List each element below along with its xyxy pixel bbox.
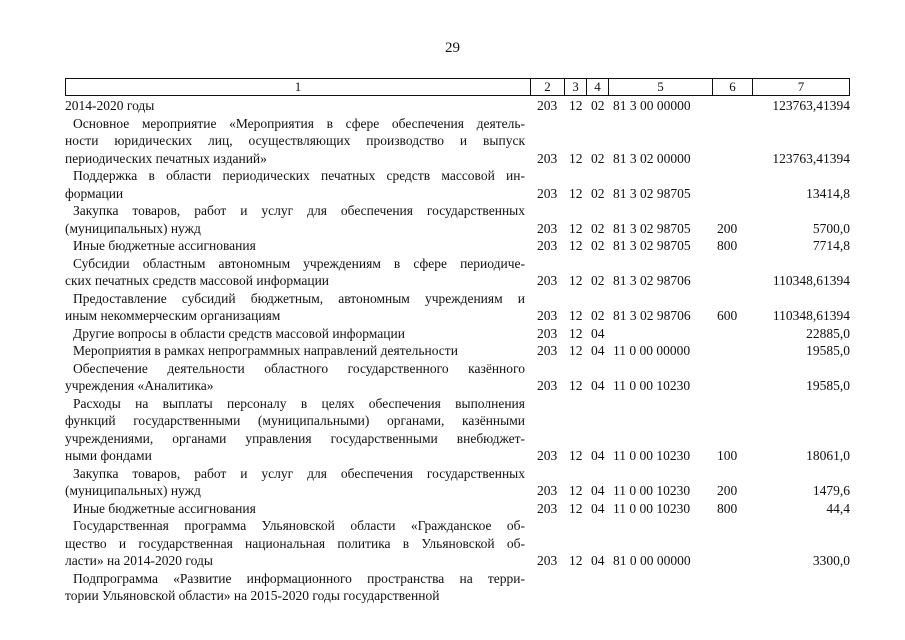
description-line: Закупка товаров, работ и услуг для обеспечения государственных (73, 203, 525, 218)
cell-c2: 203 (537, 238, 558, 253)
description-line: Другие вопросы в области средств массовой информации (73, 325, 405, 341)
description-line: (муниципальных) нужд (65, 483, 201, 498)
description-line: Закупка товаров, работ и услуг для обеспечения государственных (73, 465, 525, 481)
cell-c3: 12 (569, 98, 583, 113)
cell-c5: 81 3 02 98706 (613, 308, 691, 323)
cell-c6: 200 (717, 483, 738, 498)
description-line: периодических печатных изданий» (65, 150, 267, 166)
cell-c3: 12 (569, 553, 583, 568)
cell-c5: 81 0 00 00000 (613, 553, 691, 568)
cell-c4: 02 (591, 185, 605, 201)
row-description (65, 465, 525, 500)
row-codes (531, 307, 850, 325)
description-line: ласти» на 2014-2020 годы (65, 553, 213, 568)
cell-c4: 02 (591, 273, 605, 288)
cell-c7: 44,4 (826, 500, 850, 516)
table-row (65, 167, 850, 202)
cell-c2: 203 (537, 448, 558, 463)
cell-c4: 04 (591, 325, 605, 341)
row-codes (531, 447, 850, 465)
cell-c5: 81 3 00 00000 (613, 98, 691, 113)
description-line: Основное мероприятие «Мероприятия в сфере обеспечения деятель- (73, 115, 525, 131)
table-row (65, 290, 850, 325)
description-line: функций государственными (муниципальными) органами, казёнными (65, 413, 525, 428)
cell-c4: 04 (591, 553, 605, 568)
row-description (65, 570, 525, 605)
table-row (65, 202, 850, 237)
cell-c3: 12 (569, 185, 583, 201)
description-line: ности юридических лиц, осуществляющих производство и выпуск (65, 133, 525, 148)
cell-c5: 11 0 00 10230 (613, 378, 691, 393)
cell-c2: 203 (537, 220, 558, 236)
cell-c7: 123763,41394 (772, 150, 850, 166)
description-line: 2014-2020 годы (65, 98, 155, 113)
cell-c3: 12 (569, 238, 583, 253)
row-codes (531, 220, 850, 238)
row-description (65, 360, 525, 395)
table-row (65, 395, 850, 465)
cell-c2: 203 (537, 378, 558, 393)
row-description (65, 342, 525, 360)
cell-c3: 12 (569, 150, 583, 166)
row-codes (531, 185, 850, 203)
cell-c4: 02 (591, 220, 605, 236)
cell-c6: 800 (717, 238, 738, 253)
cell-c7: 19585,0 (806, 343, 850, 358)
description-line: Государственная программа Ульяновской области «Гражданское об- (73, 518, 525, 533)
cell-c6: 100 (717, 448, 738, 463)
header-col-1: 1 (294, 79, 302, 94)
cell-c5: 81 3 02 98705 (613, 220, 691, 236)
cell-c7: 110348,61394 (772, 273, 850, 288)
cell-c7: 7714,8 (812, 238, 850, 253)
cell-c5: 81 3 02 98705 (613, 185, 691, 201)
table-row (65, 360, 850, 395)
cell-c5: 11 0 00 10230 (613, 483, 691, 498)
header-col-3: 3 (564, 79, 586, 95)
cell-c2: 203 (537, 500, 558, 516)
cell-c3: 12 (569, 308, 583, 323)
cell-c7: 1479,6 (812, 483, 850, 498)
cell-c2: 203 (537, 483, 558, 498)
cell-c7: 22885,0 (806, 325, 850, 341)
description-line: ными фондами (65, 448, 152, 463)
row-description (65, 500, 525, 518)
table-row (65, 97, 850, 115)
row-description (65, 290, 525, 325)
cell-c4: 04 (591, 343, 605, 358)
row-codes (531, 552, 850, 570)
header-col-7: 7 (752, 79, 849, 95)
cell-c6: 200 (717, 220, 738, 236)
header-col-5: 5 (608, 79, 712, 95)
cell-c3: 12 (569, 500, 583, 516)
table-row (65, 570, 850, 605)
description-line: иным некоммерческим организациям (65, 308, 281, 323)
row-codes (531, 325, 850, 343)
cell-c3: 12 (569, 448, 583, 463)
row-codes (531, 150, 850, 168)
cell-c4: 02 (591, 98, 605, 113)
cell-c7: 18061,0 (806, 448, 850, 463)
description-line: учреждения «Аналитика» (65, 378, 214, 393)
cell-c2: 203 (537, 308, 558, 323)
header-col-2: 2 (530, 79, 564, 95)
description-line: тории Ульяновской области» на 2015-2020 годы государственной (65, 588, 440, 603)
cell-c7: 3300,0 (812, 553, 850, 568)
cell-c2: 203 (537, 150, 558, 166)
description-line: Подпрограмма «Развитие информационного пространства на терри- (73, 570, 525, 586)
table-header (65, 78, 850, 96)
row-description (65, 255, 525, 290)
page-number: 29 (445, 40, 460, 56)
description-line: учреждениями, органами управления государственными внебюджет- (65, 430, 525, 446)
row-description (65, 395, 525, 465)
cell-c4: 04 (591, 483, 605, 498)
description-line: Обеспечение деятельности областного государственного казённого (73, 360, 525, 376)
header-col-4: 4 (586, 79, 608, 95)
cell-c7: 123763,41394 (772, 98, 850, 113)
cell-c6: 800 (717, 500, 738, 516)
description-line: Мероприятия в рамках непрограммных направлений деятельности (73, 343, 458, 358)
description-line: ских печатных средств массовой информации (65, 273, 330, 288)
row-codes (531, 342, 850, 360)
cell-c5: 11 0 00 00000 (613, 343, 691, 358)
cell-c4: 04 (591, 448, 605, 463)
row-description (65, 202, 525, 237)
cell-c5: 81 3 02 98705 (613, 238, 691, 253)
cell-c2: 203 (537, 273, 558, 288)
row-description (65, 167, 525, 202)
cell-c4: 02 (591, 308, 605, 323)
description-line: щество и государственная национальная политика в Ульяновской об- (65, 535, 525, 551)
cell-c2: 203 (537, 325, 558, 341)
cell-c2: 203 (537, 185, 558, 201)
description-line: (муниципальных) нужд (65, 220, 201, 236)
description-line: формации (65, 185, 124, 201)
description-line: Субсидии областным автономным учреждениям в сфере периодиче- (73, 255, 525, 271)
table-row (65, 500, 850, 518)
row-codes (531, 482, 850, 500)
row-description (65, 325, 525, 343)
row-description (65, 517, 525, 570)
table-row (65, 342, 850, 360)
row-description (65, 115, 525, 168)
cell-c2: 203 (537, 553, 558, 568)
cell-c2: 203 (537, 98, 558, 113)
cell-c3: 12 (569, 325, 583, 341)
cell-c5: 81 3 02 98706 (613, 273, 691, 288)
header-col-6: 6 (712, 79, 752, 95)
cell-c7: 19585,0 (806, 378, 850, 393)
row-codes (531, 587, 850, 605)
cell-c6: 600 (717, 308, 738, 323)
row-description (65, 237, 525, 255)
table-row (65, 465, 850, 500)
table-row (65, 115, 850, 168)
description-line: Иные бюджетные ассигнования (73, 238, 256, 253)
row-codes (531, 237, 850, 255)
cell-c7: 5700,0 (812, 220, 850, 236)
cell-c3: 12 (569, 273, 583, 288)
cell-c4: 02 (591, 238, 605, 253)
cell-c4: 04 (591, 378, 605, 393)
row-description (65, 97, 525, 115)
cell-c5: 11 0 00 10230 (613, 500, 691, 516)
description-line: Предоставление субсидий бюджетным, автономным учреждениям и (73, 290, 525, 306)
description-line: Иные бюджетные ассигнования (73, 500, 256, 516)
table-row (65, 517, 850, 570)
cell-c5: 81 3 02 00000 (613, 150, 691, 166)
description-line: Расходы на выплаты персоналу в целях обеспечения выполнения (73, 395, 525, 411)
cell-c5: 11 0 00 10230 (613, 448, 691, 463)
row-codes (531, 377, 850, 395)
row-codes (531, 272, 850, 290)
cell-c3: 12 (569, 483, 583, 498)
cell-c3: 12 (569, 220, 583, 236)
table-row (65, 237, 850, 255)
description-line: Поддержка в области периодических печатных средств массовой ин- (73, 168, 525, 183)
cell-c7: 13414,8 (806, 185, 850, 201)
table-body (65, 97, 850, 605)
cell-c3: 12 (569, 378, 583, 393)
cell-c7: 110348,61394 (772, 308, 850, 323)
table-row (65, 325, 850, 343)
cell-c4: 04 (591, 500, 605, 516)
cell-c3: 12 (569, 343, 583, 358)
table-row (65, 255, 850, 290)
row-codes (531, 500, 850, 518)
cell-c2: 203 (537, 343, 558, 358)
row-codes (531, 97, 850, 115)
cell-c4: 02 (591, 150, 605, 166)
